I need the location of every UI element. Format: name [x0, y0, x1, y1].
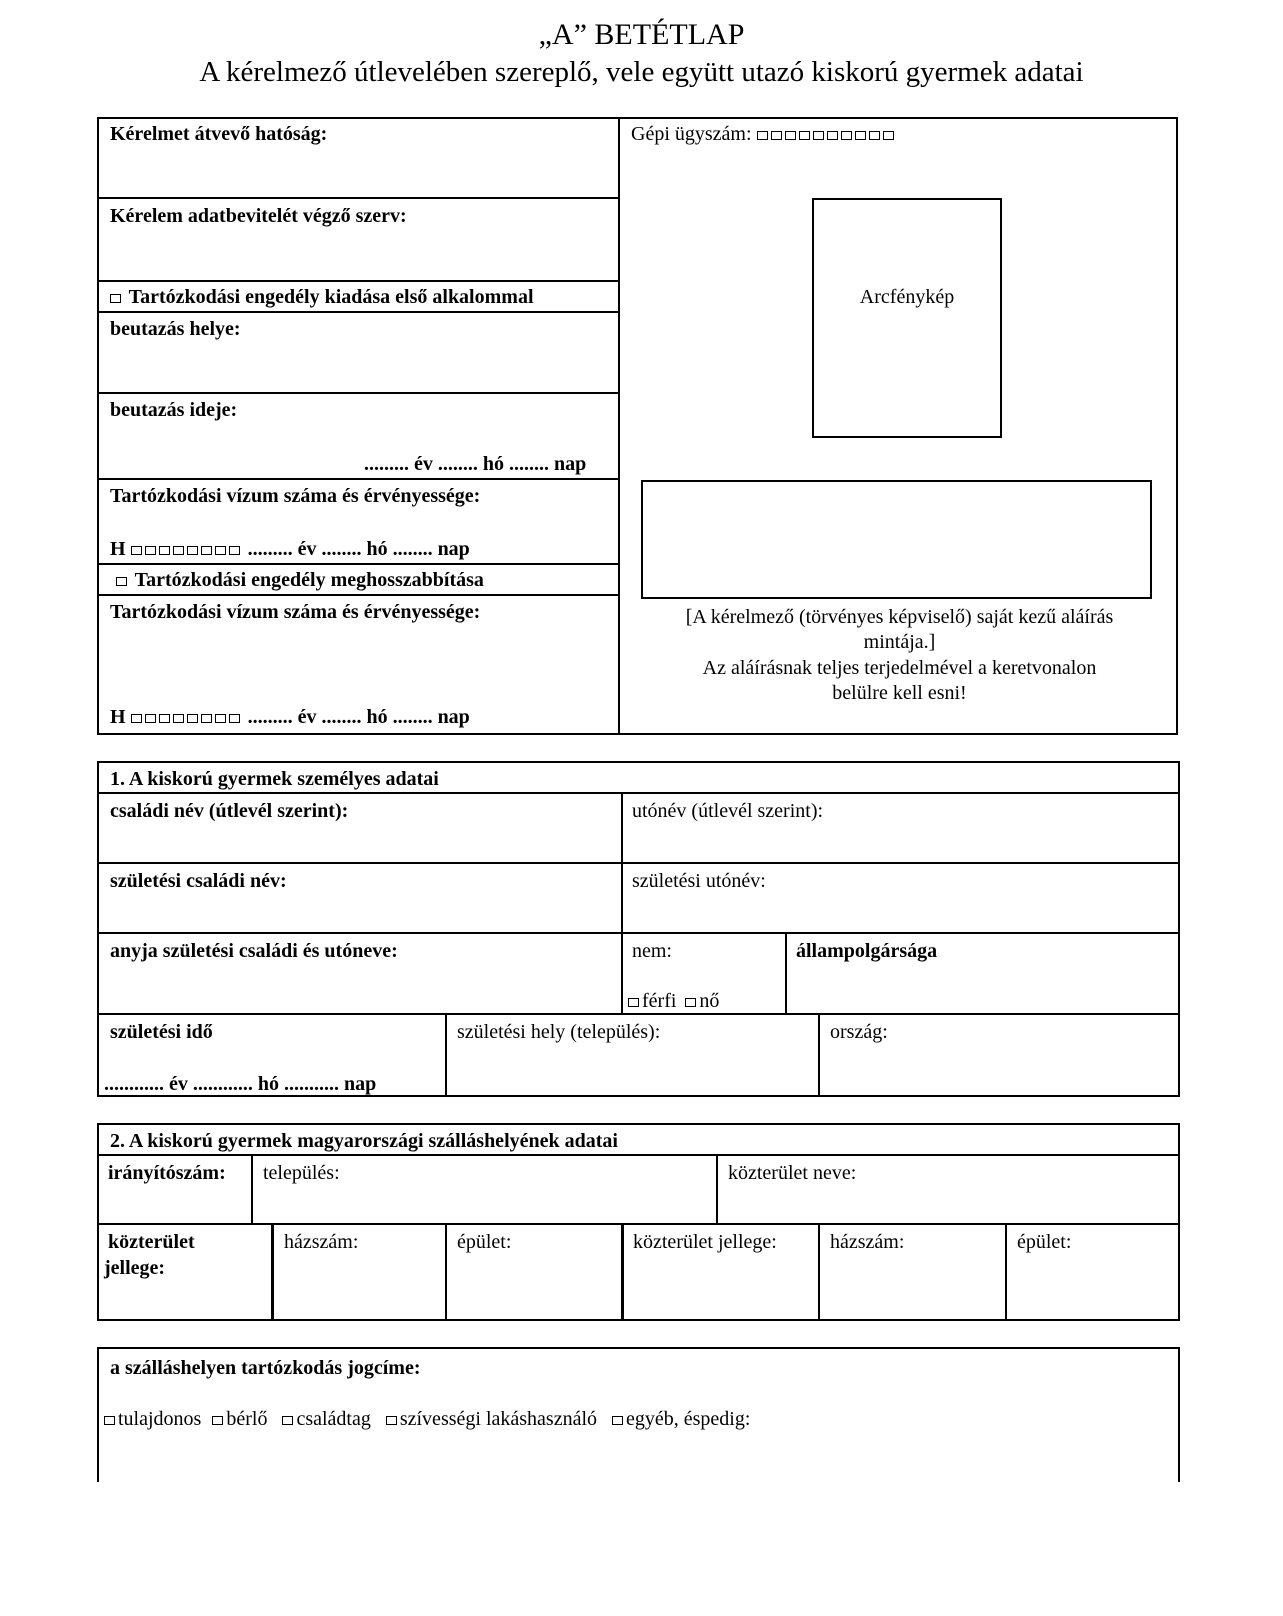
checkbox-female[interactable]: [685, 998, 696, 1007]
birth-place-label: születési hely (település):: [457, 1021, 661, 1043]
section1-heading: 1. A kiskorú gyermek személyes adatai: [110, 768, 439, 790]
residence-title-options: tulajdonos bérlő családtag szívességi lakáshasználó egyéb, éspedig:: [104, 1407, 750, 1431]
birth-date-fill[interactable]: ............ év ............ hó ........... nap: [104, 1073, 377, 1095]
entry-time-label: beutazás ideje:: [110, 399, 238, 421]
street-type-label-2: közterület jellege:: [633, 1231, 777, 1253]
checkbox-male[interactable]: [628, 998, 639, 1007]
photo-label: Arcfénykép: [859, 286, 955, 308]
building-label-2: épület:: [1017, 1231, 1072, 1253]
signature-note-2: mintája.]: [863, 631, 936, 653]
street-name-label: közterület neve:: [728, 1162, 857, 1184]
data-entry-label: Kérelem adatbevitelét végző szerv:: [110, 205, 407, 227]
section2-heading: 2. A kiskorú gyermek magyarországi szálláshelyének adatai: [110, 1130, 618, 1152]
postcode-label: irányítószám:: [108, 1162, 226, 1184]
page-subtitle: A kérelmező útlevelében szereplő, vele együtt utazó kiskorú gyermek adatai: [199, 56, 1084, 88]
top-section-divider: [618, 117, 620, 735]
visa-digit-boxes-2[interactable]: [131, 705, 243, 729]
given-name-label: utónév (útlevél szerint):: [632, 800, 824, 822]
page-title: „A” BETÉTLAP: [538, 18, 745, 51]
entry-place-label: beutazás helye:: [110, 318, 241, 340]
case-number-boxes[interactable]: [757, 122, 897, 146]
settlement-label: település:: [263, 1162, 340, 1184]
birth-family-name-label: születési családi név:: [110, 870, 287, 892]
first-issue-option[interactable]: Tartózkodási engedély kiadása első alkalommal: [110, 285, 534, 309]
authority-label: Kérelmet átvevő hatóság:: [110, 123, 328, 145]
visa-number-1[interactable]: H ......... év ........ hó ........ nap: [110, 538, 470, 560]
checkbox-first-issue[interactable]: [110, 294, 121, 303]
mother-name-label: anyja születési családi és utóneve:: [110, 940, 398, 962]
extension-option[interactable]: Tartózkodási engedély meghosszabbítása: [116, 568, 484, 592]
section3-heading: a szálláshelyen tartózkodás jogcíme:: [110, 1357, 421, 1379]
entry-date-fill[interactable]: ......... év ........ hó ........ nap: [364, 453, 587, 475]
visa-number-2[interactable]: H ......... év ........ hó ........ nap: [110, 706, 470, 728]
country-label: ország:: [830, 1021, 888, 1043]
checkbox-courtesy-use[interactable]: [386, 1416, 397, 1425]
building-label: épület:: [457, 1231, 512, 1253]
case-number[interactable]: Gépi ügyszám:: [631, 122, 897, 146]
checkbox-owner[interactable]: [104, 1416, 115, 1425]
signature-note-4: belülre kell esni!: [832, 682, 967, 704]
checkbox-family-member[interactable]: [282, 1416, 293, 1425]
visa-label-2: Tartózkodási vízum száma és érvényessége:: [110, 601, 481, 623]
signature-box[interactable]: [641, 480, 1152, 599]
sex-options: férfi nő: [628, 989, 719, 1013]
signature-note-3: Az aláírásnak teljes terjedelmével a keretvonalon: [702, 657, 1097, 679]
signature-note-1: [A kérelmező (törvényes képviselő) saját kezű aláírás: [685, 606, 1114, 628]
birth-date-label: születési idő: [110, 1021, 213, 1043]
checkbox-other[interactable]: [612, 1416, 623, 1425]
street-type-label-line2: jellege:: [104, 1257, 166, 1279]
house-number-label: házszám:: [284, 1231, 359, 1253]
street-type-label-line1: közterület: [108, 1231, 195, 1253]
photo-box[interactable]: [812, 198, 1002, 438]
checkbox-extension[interactable]: [116, 577, 127, 586]
sex-label: nem:: [632, 940, 672, 962]
citizenship-label: állampolgársága: [796, 940, 938, 962]
family-name-label: családi név (útlevél szerint):: [110, 800, 349, 822]
birth-given-name-label: születési utónév:: [632, 870, 766, 892]
visa-label-1: Tartózkodási vízum száma és érvényessége:: [110, 485, 481, 507]
visa-digit-boxes-1[interactable]: [131, 537, 243, 561]
checkbox-tenant[interactable]: [212, 1416, 223, 1425]
house-number-label-2: házszám:: [830, 1231, 905, 1253]
